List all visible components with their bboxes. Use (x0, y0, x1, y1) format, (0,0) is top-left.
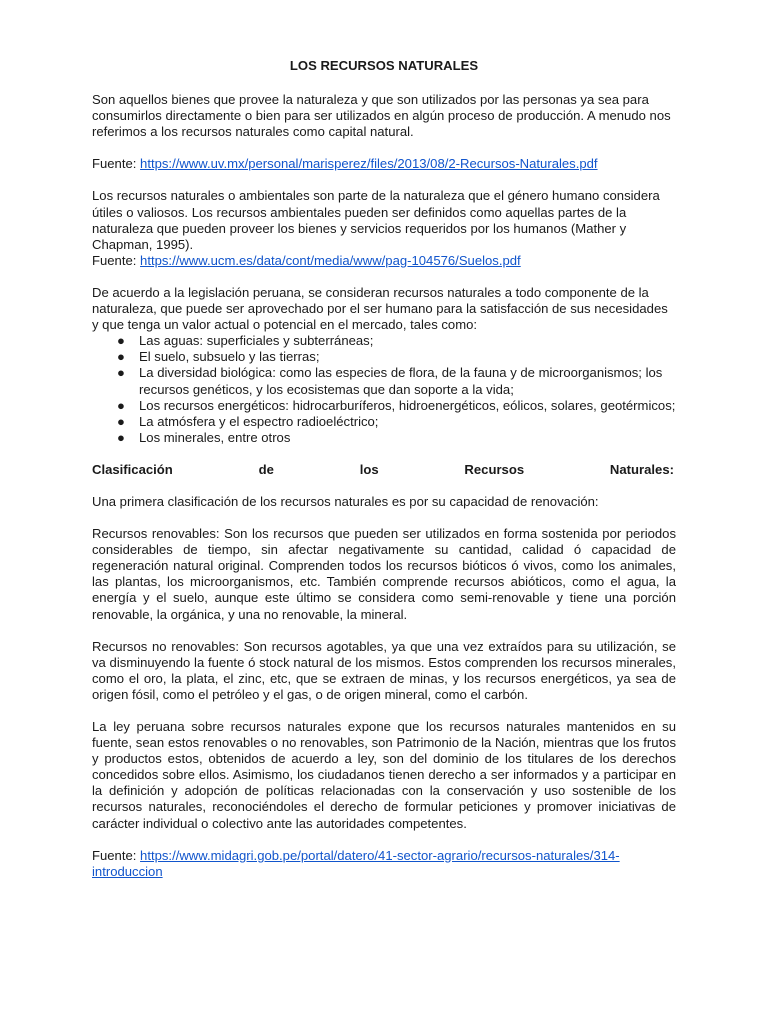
paragraph-law: La ley peruana sobre recursos naturales expone que los recursos naturales mantenidos en su fuente, sean estos renovables o no renovables, son Patrimonio de la Nación, mientras que los frutos y productos estos, obtenidos de acuerdo a ley, son del dominio de los titulares de los derechos concedidos sobre ellos. Asimismo, los ciudadanos tienen derecho a ser informados y a participar en la definición y adopción de políticas relacionadas con la conservación y uso sostenible de los recursos naturales, reconociéndoles el derecho de formular peticiones y promover iniciativas de carácter individual o colectivo ante las autoridades competentes. (92, 719, 676, 831)
bullet-icon: ● (117, 413, 125, 429)
paragraph-definition: Los recursos naturales o ambientales son parte de la naturaleza que el género humano considera útiles o valiosos. Los recursos ambientales pueden ser definidos como aquellas partes de la naturaleza que pueden proveer los bienes y servicios requeridos por los humanos (Mather y Chapman, 1995). (92, 188, 660, 252)
source-label: Fuente: (92, 252, 141, 268)
source-label: Fuente: (92, 847, 141, 863)
classification-heading: Clasificación de los Recursos Naturales: (92, 461, 674, 477)
document-title: LOS RECURSOS NATURALES (289, 58, 479, 73)
list-item: ● La atmósfera y el espectro radioeléctrico; (117, 413, 379, 429)
list-item: ● Los minerales, entre otros (117, 429, 291, 445)
source-line-2 (92, 253, 676, 269)
bullet-icon: ● (117, 333, 125, 349)
list-item: ● Las aguas: superficiales y subterráneas; (117, 333, 374, 349)
paragraph-classification: Una primera clasificación de los recursos naturales es por su capacidad de renovación: (92, 493, 599, 509)
paragraph-legislation: De acuerdo a la legislación peruana, se consideran recursos naturales a todo componente de la naturaleza, que puede ser aprovechado por el ser humano para la satisfacción de sus necesidades y que tenga un valor actual o potencial en el mercado, tales como: (92, 284, 668, 333)
source-link-2[interactable]: https://www.ucm.es/data/cont/media/www/pag-104576/Suelos.pdf (140, 252, 521, 268)
bullet-icon: ● (117, 397, 125, 413)
bullet-icon: ● (117, 349, 125, 365)
source-line-1 (92, 156, 676, 172)
bullet-icon: ● (117, 365, 125, 381)
source-link-3[interactable]: https://www.midagri.gob.pe/portal/datero/41-sector-agrario/recursos-naturales/314-introduccion (92, 847, 620, 879)
resource-list (92, 333, 676, 446)
paragraph-nonrenewable: Recursos no renovables: Son recursos agotables, ya que una vez extraídos para su utilización, se va disminuyendo la fuente ó stock natural de los mismos. Estos comprenden los recursos minerales, como el oro, la plata, el zinc, etc, que se extraen de minas, y los recursos energéticos, ya sea de origen fósil, como el petróleo y el gas, o de origen mineral, como el carbón. (92, 638, 676, 702)
list-item: ● La diversidad biológica: como las especies de flora, de la fauna y de microorganismos; los recursos genéticos, y los ecosistemas que dan soporte a la vida; (117, 365, 663, 397)
source-label: Fuente: (92, 156, 141, 172)
intro-paragraph: Son aquellos bienes que provee la naturaleza y que son utilizados por las personas ya sea para consumirlos directamente o bien para ser utilizados en algún proceso de producción. A menudo nos referimos a los recursos naturales como capital natural. (92, 92, 671, 140)
list-item: ● El suelo, subsuelo y las tierras; (117, 349, 320, 365)
source-line-3 (92, 848, 676, 880)
list-item: ● Los recursos energéticos: hidrocarburíferos, hidroenergéticos, eólicos, solares, geotérmicos; (117, 397, 676, 413)
paragraph-renewable: Recursos renovables: Son los recursos que pueden ser utilizados en forma sostenida por periodos considerables de tiempo, sin afectar negativamente su cantidad, calidad ó capacidad de regeneración natural original. Comprenden todos los recursos bióticos ó vivos, como los animales, las plantas, los microorganismos, etc. También comprende recursos abióticos, como el agua, la energía y el suelo, aunque este último se considera como semi-renovable y tiene una porción renovable, la orgánica, y una no renovable, la mineral. (92, 526, 676, 622)
source-link-1[interactable]: https://www.uv.mx/personal/marisperez/files/2013/08/2-Recursos-Naturales.pdf (140, 156, 598, 172)
bullet-icon: ● (117, 429, 125, 445)
